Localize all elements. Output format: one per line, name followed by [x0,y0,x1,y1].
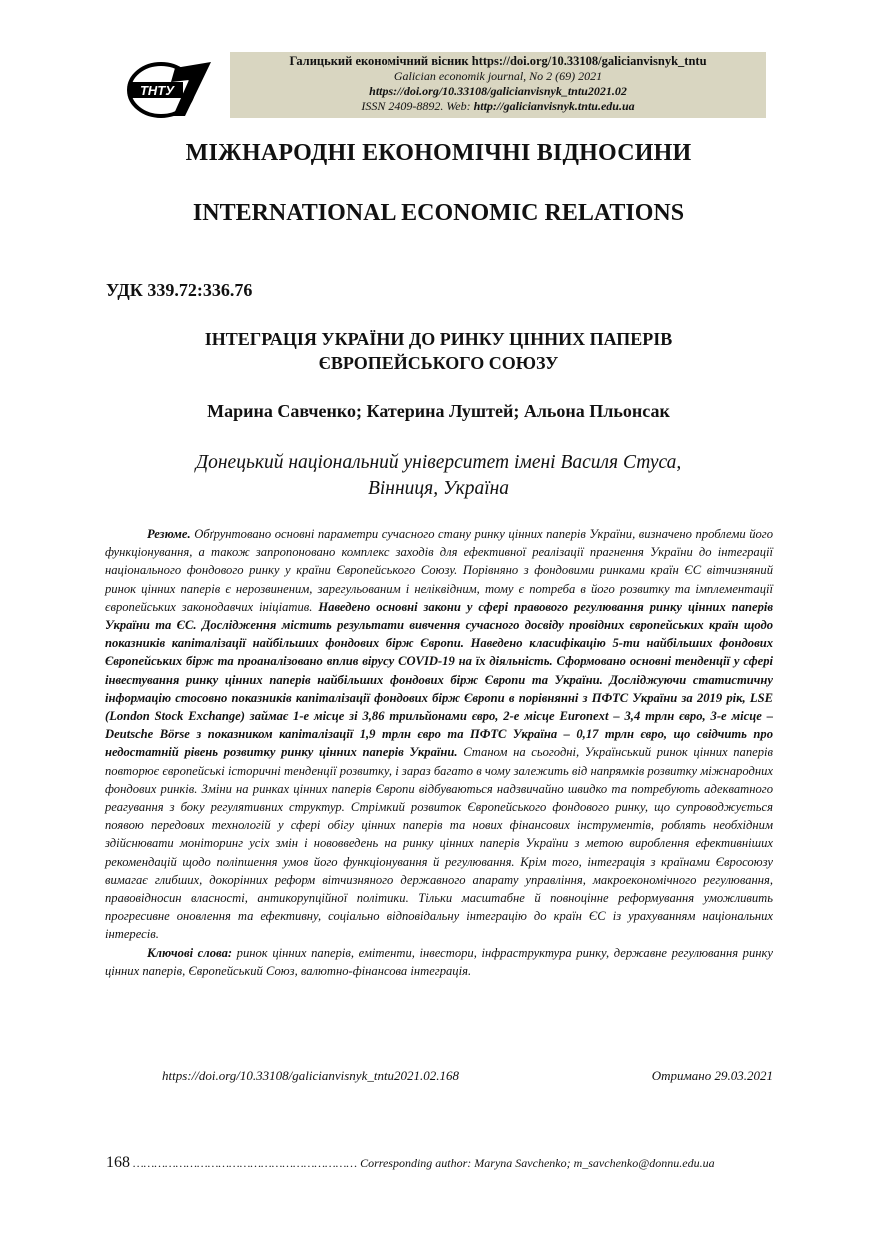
page-number: 168 [106,1154,130,1171]
journal-header [230,52,766,118]
journal-title-line: Галицький економічний вісник https://doi.org/10.33108/galicianvisnyk_tntu [289,54,707,68]
affiliation [0,450,877,502]
keywords [105,944,773,980]
received-date: Отримано 29.03.2021 [651,1068,773,1083]
abstract-paragraph [105,525,773,944]
abstract-label: Резюме. [147,527,191,541]
journal-web-link[interactable]: http://galicianvisnyk.tntu.edu.ua [473,99,635,113]
abstract-text-continued: Станом на сьогодні, Український ринок цінних паперів повторює європейські історичні тенденції розвитку, і зараз багато в чому залежить від напрямків розвитку міжнародних фондових ринків. Зміни на ринках цінних паперів Європи відбуваються надзвичайно швидко та потребують адекватного реагування з боку регулятивних структур. Стрімкий розвиток Європейського фондового ринку, що супроводжується появою передових технологій у сфері обігу цінних паперів та нових фінансових інструментів, роблять необхідним здійснювати моніторинг усіх змін і нововведень на ринку цінних паперів України з метою вироблення ефективніших рекомендацій щодо поліпшення умов його функціонування й регулювання. Крім того, інтеграція з країнами Євросоюзу вимагає глибших, докорінних реформ вітчизняного державного апарату управління, макроекономічного регулювання, правовідносин власності, антикорупційної політики. Тільки масштабне й повноцінне реформування уможливить прогресивне оновлення та ефективну, соціально відповідальну інтеграцію до країн ЄС із урахуванням національних інтересів. [105,745,773,942]
footer-dots: ……………………………………………………… [130,1156,361,1170]
affiliation-line: Вінниця, Україна [367,478,510,499]
keywords-label: Ключові слова: [147,945,233,960]
article-title [0,327,877,375]
article-title-line: ІНТЕГРАЦІЯ УКРАЇНИ ДО РИНКУ ЦІННИХ ПАПЕРІВ [204,329,673,349]
section-title-ua: МІЖНАРОДНІ ЕКОНОМІЧНІ ВІДНОСИНИ [185,140,692,166]
article-title-line: ЄВРОПЕЙСЬКОГО СОЮЗУ [318,353,559,373]
logo-text: ТНТУ [139,83,175,98]
abstract-bold-text: Наведено основні закони у сфері правового регулювання ринку цінних паперів України та ЄС. Дослідження містить результати вивчення сучасного досвіду провідних європейських країн щодо показників капіталізації найбільших фондових бірж Європи. Наведено класифікацію 5-ти найбільших фондових Європейських бірж та проаналізовано вплив вірусу COVID-19 на їх діяльність. Сформовано основні тенденції у сфері інвестування ринку цінних паперів найбільших фондових бірж Європи та України. Досліджуючи статистичну інформацію стосовно показників капіталізації фондових бірж Європи в порівнянні з ПФТС України за 2019 рік, LSE (London Stock Exchange) займає 1-е місце зі 3,86 трильйонами євро, 2-е місце Euronext – 3,4 трлн євро, 3-е місце – Deutsche Börse з показником капіталізації 1,9 трлн євро та ПФТС Україна – 0,17 трлн євро, що свідчить про недостатній рівень розвитку ринку цінних паперів України. [105,599,774,760]
journal-logo [125,58,215,120]
keywords-text: ринок цінних паперів, емітенти, інвестори, інфраструктура ринку, державне регулювання ринку цінних паперів, Європейський Союз, валютно-фінансова інтеграція. [105,945,773,978]
abstract [105,525,773,980]
article-doi[interactable]: https://doi.org/10.33108/galicianvisnyk_tntu2021.02.168 [162,1068,460,1083]
udc-code: УДК 339.72:336.76 [106,280,253,300]
issue-doi[interactable]: https://doi.org/10.33108/galicianvisnyk_tntu2021.02 [369,84,627,98]
journal-english-title: Galician economik journal, No 2 (69) 2021 [393,69,603,83]
page-footer [106,1154,774,1172]
issn-line: ISSN 2409-8892. Web: http://galicianvisnyk.tntu.edu.ua [361,99,635,113]
section-title-en: INTERNATIONAL ECONOMIC RELATIONS [192,200,685,226]
authors: Марина Савченко; Катерина Луштей; Альона Пльонсак [207,401,670,421]
affiliation-line: Донецький національний університет імені Василя Стуса, [195,452,682,473]
corresponding-author: Corresponding author: Maryna Savchenko; m_savchenko@donnu.edu.ua [360,1156,715,1170]
abstract-text: Обґрунтовано основні параметри сучасного стану ринку цінних паперів України, визначено проблеми його функціонування, а також запропоновано комплекс заходів для ефективної реалізації прагнення України до інтеграції національного фондового ринку у країни Європейського Союзу. Порівняно з фондовими ринками країн ЄС вітчизняний ринок цінних паперів є нерозвиненим, зарегульованим і неліквідним, тому є потреба в його розвитку та імплементації європейських законодавчих ініціатив. [105,527,773,614]
